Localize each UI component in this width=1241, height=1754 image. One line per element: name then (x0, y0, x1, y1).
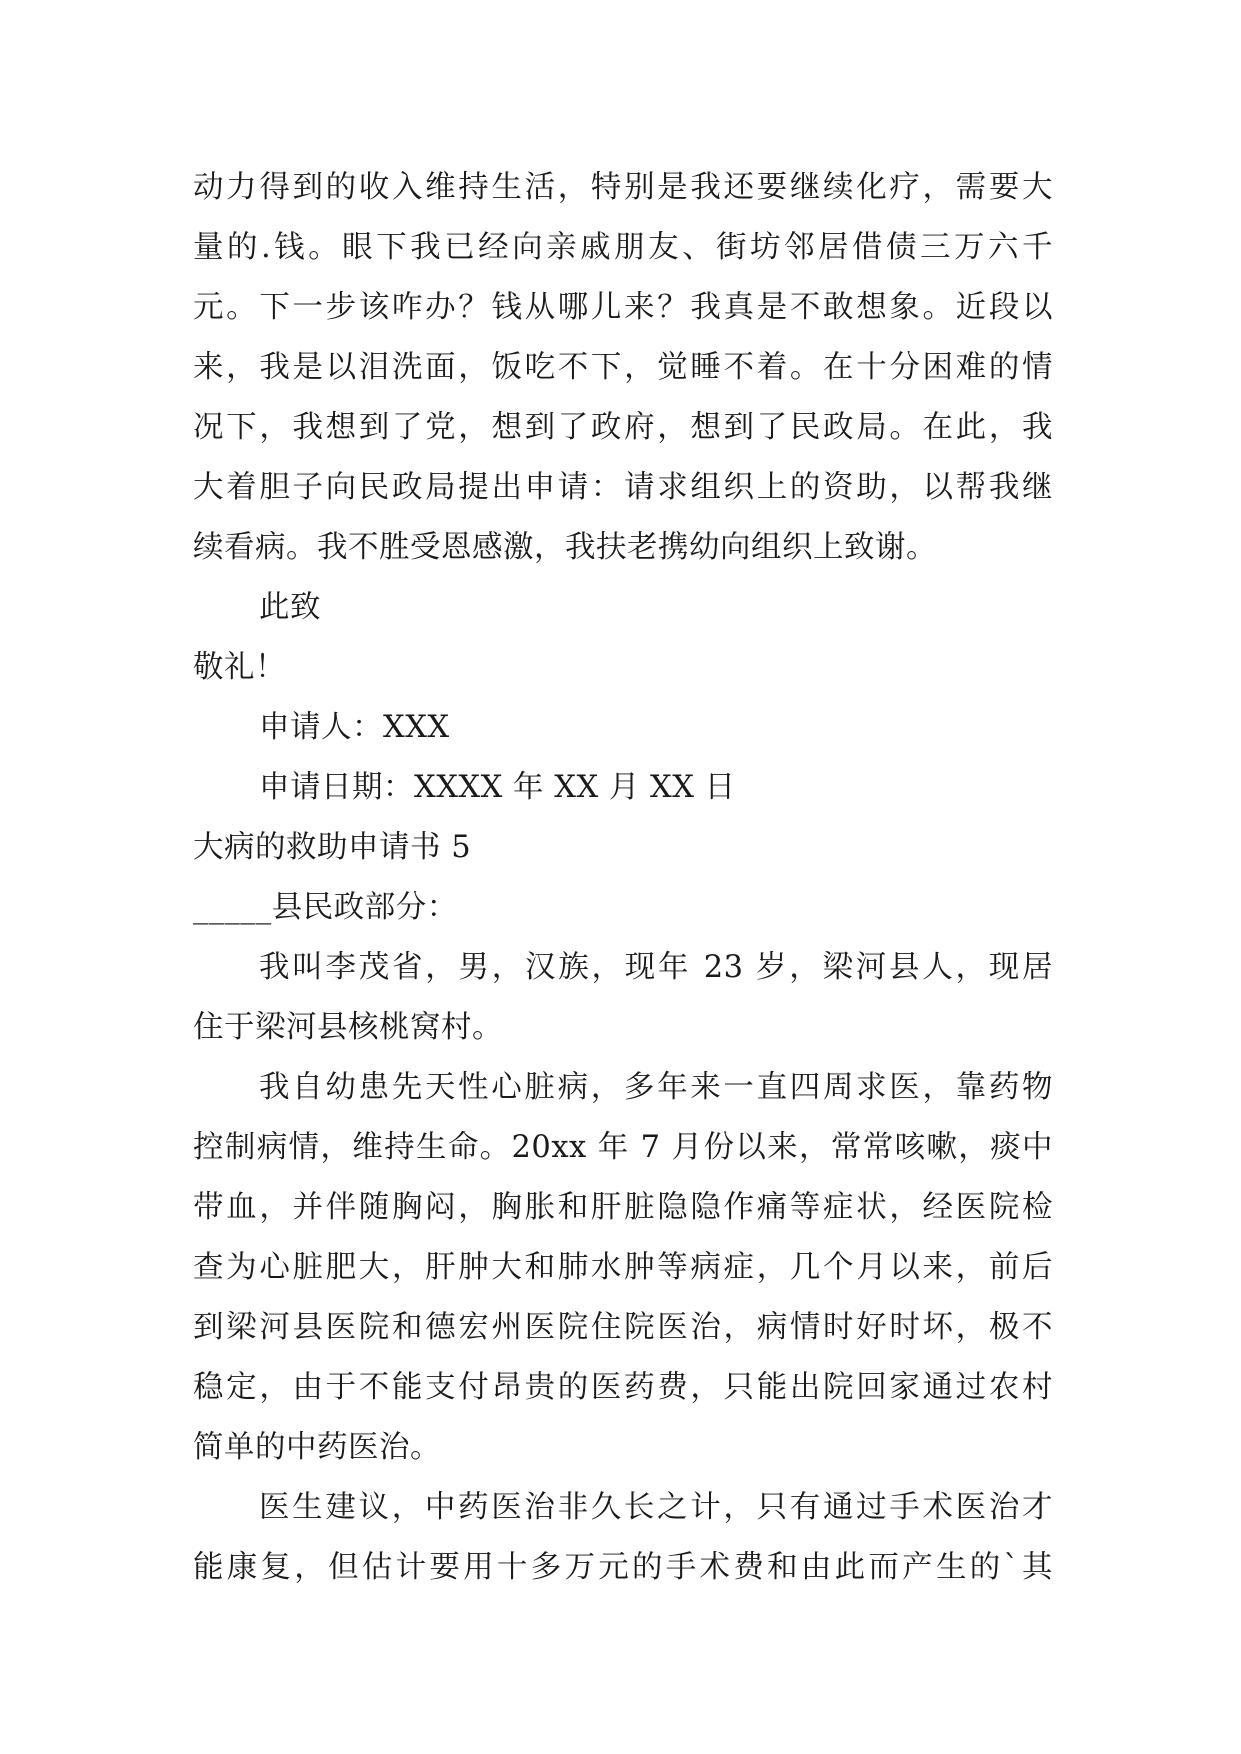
text-line: 带血，并伴随胸闷，胸胀和肝脏隐隐作痛等症状，经医院检 (193, 1190, 1053, 1225)
text-line: 来，我是以泪洗面，饭吃不下，觉睡不着。在十分困难的情 (193, 350, 1053, 385)
salutation-line: 敬礼！ (193, 650, 286, 685)
document-page (193, 158, 1053, 1598)
applicant-line: 申请人：XXX (259, 710, 450, 745)
text-line: 能康复，但估计要用十多万元的手术费和由此而产生的`其 (193, 1550, 1053, 1585)
text-line: 控制病情，维持生命。20xx 年 7 月份以来，常常咳嗽，痰中 (193, 1130, 1053, 1165)
text-line: 住于梁河县核桃窝村。 (193, 1010, 503, 1045)
text-line: 动力得到的收入维持生活，特别是我还要继续化疗，需要大 (193, 170, 1053, 205)
section-title: 大病的救助申请书 5 (193, 830, 472, 865)
text-line: 到梁河县医院和德宏州医院住院医治，病情时好时坏，极不 (193, 1310, 1053, 1345)
text-line: 我叫李茂省，男，汉族，现年 23 岁，梁河县人，现居 (259, 950, 1053, 985)
text-line: 续看病。我不胜受恩感激，我扶老携幼向组织上致谢。 (193, 530, 937, 565)
salutation-line: 此致 (259, 590, 321, 625)
text-line: 稳定，由于不能支付昂贵的医药费，只能出院回家通过农村 (193, 1370, 1053, 1405)
date-line: 申请日期：XXXX 年 XX 月 XX 日 (259, 770, 736, 805)
addressee-line: _____县民政部分： (193, 890, 458, 925)
text-line: 查为心脏肥大，肝肿大和肺水肿等病症，几个月以来，前后 (193, 1250, 1053, 1285)
text-line: 我自幼患先天性心脏病，多年来一直四周求医，靠药物 (259, 1070, 1053, 1105)
text-line: 简单的中药医治。 (193, 1430, 441, 1465)
text-line: 况下，我想到了党，想到了政府，想到了民政局。在此，我 (193, 410, 1053, 445)
text-line: 元。下一步该咋办？钱从哪儿来？我真是不敢想象。近段以 (193, 290, 1053, 325)
text-line: 量的.钱。眼下我已经向亲戚朋友、街坊邻居借债三万六千 (193, 230, 1053, 265)
text-line: 医生建议，中药医治非久长之计，只有通过手术医治才 (259, 1490, 1053, 1525)
text-line: 大着胆子向民政局提出申请：请求组织上的资助，以帮我继 (193, 470, 1053, 505)
